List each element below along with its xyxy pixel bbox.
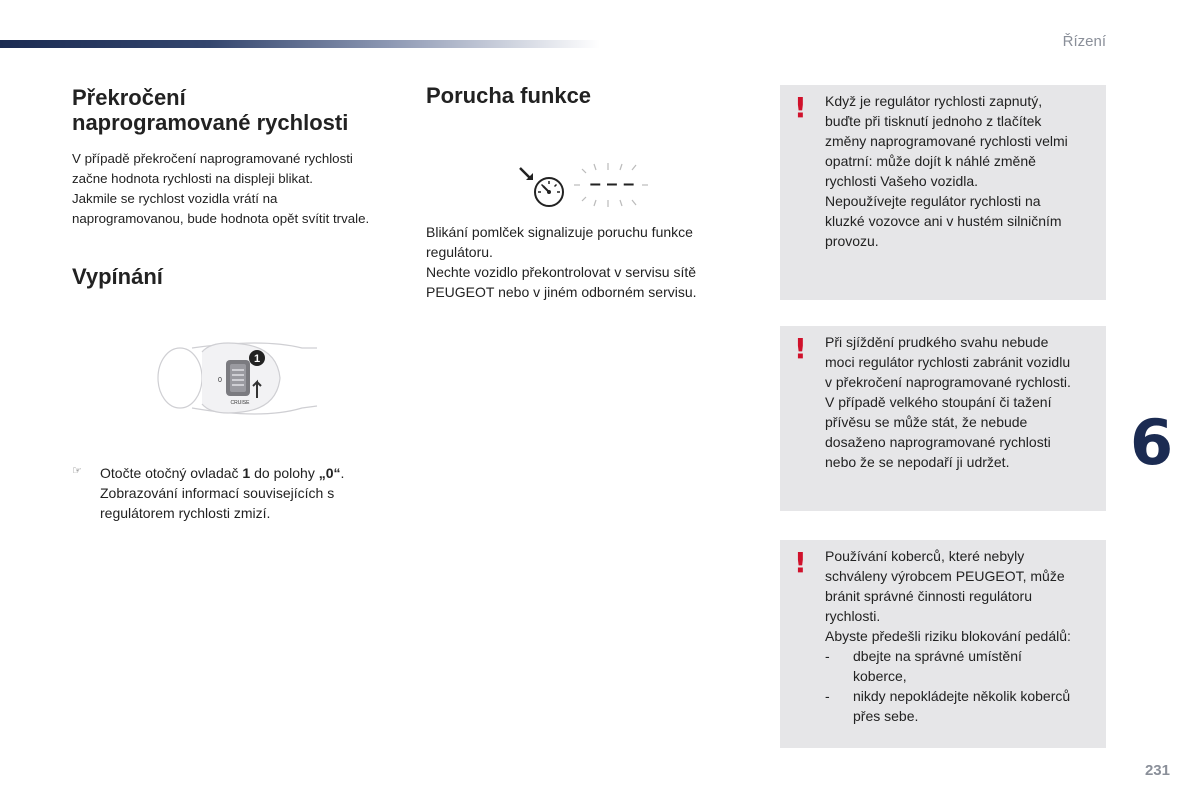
list-item-line: nikdy nepokládejte několik koberců bbox=[853, 688, 1071, 704]
warning-note-2-body bbox=[825, 332, 1100, 472]
heading-prekroceni-line-1: Překročení bbox=[72, 85, 186, 110]
list-item-line: dbejte na správné umístění bbox=[853, 648, 1022, 664]
heading-porucha-funkce: Porucha funkce bbox=[426, 83, 592, 108]
text-line: naprogramovanou, bude hodnota opět svítit trvale. bbox=[72, 211, 370, 226]
warning-note-1 bbox=[780, 85, 1106, 300]
text-line: Nechte vozidlo překontrolovat v servisu sítě bbox=[426, 264, 697, 280]
text-line: V případě překročení naprogramované rychlosti bbox=[72, 151, 353, 166]
text-line: V případě velkého stoupání či tažení bbox=[825, 394, 1052, 410]
text-line: nebo že se nepodaří ji udržet. bbox=[825, 454, 1010, 470]
fault-dashes: – – – bbox=[589, 173, 635, 195]
section-name: Řízení bbox=[1062, 33, 1106, 50]
list-item-line: přes sebe. bbox=[853, 708, 919, 724]
text-line: kluzké vozovce ani v hustém silničním bbox=[825, 213, 1062, 229]
cruise-control-stalk-illustration bbox=[152, 330, 322, 430]
instruction-end: . bbox=[340, 465, 345, 481]
text-line: přívěsu se může stát, že nebude bbox=[825, 414, 1028, 430]
instruction-bold-0: „0“ bbox=[318, 465, 341, 481]
text-line: Používání koberců, které nebyly bbox=[825, 548, 1025, 564]
heading-vypinani: Vypínání bbox=[72, 264, 163, 289]
illustration-number-1: 1 bbox=[253, 353, 261, 365]
text-line: dosaženo naprogramované rychlosti bbox=[825, 434, 1051, 450]
list-item bbox=[825, 646, 1100, 686]
heading-prekroceni-line-2: naprogramované rychlosti bbox=[72, 110, 349, 135]
text-line: Při sjíždění prudkého svahu nebude bbox=[825, 334, 1049, 350]
exclamation-icon: ! bbox=[794, 332, 807, 365]
instruction-pre: Otočte otočný ovladač bbox=[100, 465, 243, 481]
text-line: provozu. bbox=[825, 233, 879, 249]
text-line: rychlosti. bbox=[825, 608, 881, 624]
text-line: Abyste předešli riziku blokování pedálů: bbox=[825, 628, 1071, 644]
text-line: rychlosti Vašeho vozidla. bbox=[825, 173, 979, 189]
instruction-line: Zobrazování informací souvisejících s bbox=[100, 485, 335, 501]
warning-note-3 bbox=[780, 540, 1106, 748]
warning-note-1-body bbox=[825, 91, 1100, 251]
text-line: v překročení naprogramované rychlosti. bbox=[825, 374, 1071, 390]
text-line: moci regulátor rychlosti zabránit vozidlu bbox=[825, 354, 1071, 370]
text-line: Nepoužívejte regulátor rychlosti na bbox=[825, 193, 1041, 209]
text-line: bránit správné činnosti regulátoru bbox=[825, 588, 1033, 604]
text-line: Jakmile se rychlost vozidla vrátí na bbox=[72, 191, 278, 206]
page-number: 231 bbox=[1144, 762, 1170, 779]
pointing-hand-icon: ☞ bbox=[72, 465, 82, 477]
heading-prekroceni bbox=[72, 85, 402, 135]
exclamation-icon: ! bbox=[794, 546, 807, 579]
cruise-control-fault-warning-icon bbox=[516, 160, 661, 210]
text-line: regulátoru. bbox=[426, 244, 493, 260]
paragraph-porucha bbox=[426, 222, 736, 302]
carpet-advice-list bbox=[825, 646, 1100, 726]
instruction-text bbox=[100, 463, 390, 523]
text-line: opatrní: může dojít k náhlé změně bbox=[825, 153, 1036, 169]
text-line: buďte při tisknutí jednoho z tlačítek bbox=[825, 113, 1042, 129]
text-line: Když je regulátor rychlosti zapnutý, bbox=[825, 93, 1043, 109]
list-dash: - bbox=[825, 648, 830, 664]
list-item bbox=[825, 686, 1100, 726]
paragraph-prekroceni bbox=[72, 149, 402, 229]
text-line: změny naprogramované rychlosti velmi bbox=[825, 133, 1068, 149]
text-line: PEUGEOT nebo v jiném odborném servisu. bbox=[426, 284, 697, 300]
instruction-line: regulátorem rychlosti zmizí. bbox=[100, 505, 271, 521]
illustration-cruise-label: CRUISE bbox=[230, 400, 250, 406]
list-dash: - bbox=[825, 688, 830, 704]
list-item-line: koberce, bbox=[853, 668, 907, 684]
instruction-bold-1: 1 bbox=[242, 465, 251, 481]
exclamation-icon: ! bbox=[794, 91, 807, 124]
header-gradient-bar bbox=[0, 40, 600, 48]
text-line: schváleny výrobcem PEUGEOT, může bbox=[825, 568, 1065, 584]
warning-note-3-body bbox=[825, 546, 1100, 726]
warning-note-2 bbox=[780, 326, 1106, 511]
instruction-mid: do polohy bbox=[250, 465, 319, 481]
text-line: Blikání pomlček signalizuje poruchu funkce bbox=[426, 224, 693, 240]
illustration-zero: 0 bbox=[218, 377, 222, 384]
text-line: začne hodnota rychlosti na displeji blikat. bbox=[72, 171, 313, 186]
chapter-number: 6 bbox=[1130, 406, 1174, 479]
